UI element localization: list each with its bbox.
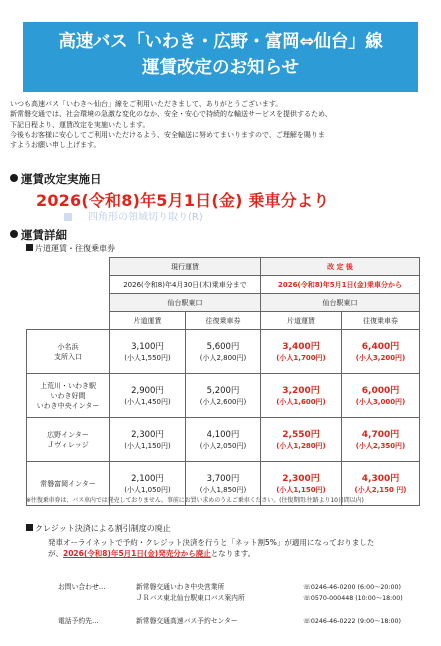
stop-line: 広野インター [47, 430, 89, 439]
credit-heading-label: クレジット決済による割引制度の廃止 [35, 524, 171, 533]
current-fare-header: 現行運賃 [110, 258, 261, 276]
banner-title-line2: 運賃改定のお知らせ [142, 58, 299, 78]
child-fare: (小人1,550円) [124, 353, 171, 362]
stop-line: 上荒川・いわき駅 [40, 381, 96, 390]
credit-highlight: 2026(令和8)年5月1日(金)発売分から廃止 [63, 549, 211, 558]
fare-value: 2,900円 [131, 385, 164, 396]
fare-details-heading [10, 227, 67, 243]
fare-table [26, 257, 420, 506]
intro-line: 下記日程より、運賃改定を実施いたします。 [10, 120, 150, 129]
effective-date-heading-label: 運賃改定実施日 [21, 172, 102, 186]
col-header-oneway: 片道運賃 [261, 312, 342, 330]
fare-value: 6,400円 [361, 341, 400, 352]
current-round [186, 374, 261, 418]
child-fare: (小人1,280円) [276, 441, 326, 450]
contact-phone: ☏0570-000448 (10:00～18:00) [303, 595, 403, 602]
fare-details-heading-label: 運賃詳細 [21, 228, 67, 242]
square-bullet-icon [26, 244, 33, 251]
current-round [186, 418, 261, 462]
table-corner [27, 258, 110, 330]
square-icon [64, 213, 72, 221]
new-fare-header: 改 定 後 [261, 258, 420, 276]
child-fare: (小人2,600円) [199, 397, 247, 406]
square-bullet-icon [26, 524, 33, 531]
child-fare: (小人1,700円) [276, 353, 326, 362]
child-fare: (小人2,150 円) [354, 485, 407, 494]
credit-text: となります。 [210, 549, 256, 558]
stop-name [27, 374, 110, 418]
snip-overlay [64, 211, 279, 225]
child-fare: (小人2,050円) [199, 441, 247, 450]
intro-line: 今後もお客様に安心してご利用いただけるよう、安全輸送に努めてまいりますので、ご理解を賜りま [10, 130, 325, 139]
new-period: 2026(令和8)年5月1日(金)乗車分から [261, 276, 420, 294]
new-oneway [261, 374, 342, 418]
bullet-icon [10, 230, 18, 238]
fare-value: 2,300円 [131, 429, 164, 440]
credit-heading [26, 523, 171, 534]
stop-line: 常磐富岡インター [40, 479, 96, 488]
fare-value: 3,700円 [206, 473, 240, 484]
stop-line: いわき中央インター [36, 401, 100, 410]
col-header-round: 往復乗車券 [342, 312, 420, 330]
child-fare: (小人3,200円) [355, 353, 406, 362]
stop-name [27, 418, 110, 462]
table-row [27, 374, 420, 418]
stop-line: 小名浜 [57, 342, 79, 351]
current-origin: 仙台駅東口 [110, 294, 261, 312]
fare-value: 5,600円 [206, 341, 240, 352]
fare-value: 4,700円 [361, 429, 400, 440]
intro-line: すようお願い申し上げます。 [10, 141, 101, 150]
stop-line: いわき好間 [50, 391, 86, 400]
new-round [342, 418, 420, 462]
new-oneway [261, 330, 342, 374]
credit-line: 発車オーライネットで予約・クレジット決済を行うと「ネット割5%」が適用になっておりました [48, 538, 375, 547]
contact-org: ＪＲバス東北仙台駅東口バス案内所 [136, 594, 245, 602]
table-caption [26, 243, 115, 254]
credit-line [48, 548, 374, 559]
fare-value: 3,200円 [282, 385, 320, 396]
new-origin: 仙台駅東口 [261, 294, 420, 312]
stop-line: Ｊヴィレッジ [47, 440, 89, 449]
child-fare: (小人2,800円) [199, 353, 247, 362]
fare-value: 4,300円 [361, 473, 400, 484]
current-oneway [110, 330, 186, 374]
child-fare: (小人3,000円) [355, 397, 406, 406]
credit-body [48, 537, 374, 559]
effective-date-heading [10, 171, 102, 187]
current-oneway [110, 418, 186, 462]
new-oneway [261, 418, 342, 462]
fare-value: 2,100円 [131, 473, 164, 484]
current-oneway [110, 374, 186, 418]
bullet-icon [10, 174, 18, 182]
contact-row [58, 582, 418, 593]
contact-row [58, 616, 418, 627]
fare-value: 6,000円 [361, 385, 400, 396]
contact-label: 電話予約先… [58, 617, 99, 625]
intro-text [10, 99, 435, 150]
table-caption-label: 片道運賃・往復乗車券 [35, 244, 115, 253]
intro-line: 新常磐交通では、社会環境の急激な変化のなか、安全・安心で持続的な輸送サービスを提供するため、 [10, 110, 332, 119]
col-header-oneway: 片道運賃 [110, 312, 186, 330]
snip-overlay-label: 四角形の領域切り取り(R) [88, 212, 203, 223]
contact-row [58, 593, 418, 604]
col-header-round: 往復乗車券 [186, 312, 261, 330]
intro-line: いつも高速バス「いわき～仙台」線をご利用いただきまして、ありがとうございます。 [10, 100, 283, 108]
child-fare: (小人1,150円) [124, 441, 171, 450]
banner-title-line1: 高速バス「いわき・広野・富岡⇔仙台」線 [58, 32, 383, 52]
contact-org: 新常磐交通いわき中央営業所 [136, 583, 225, 591]
new-round [342, 374, 420, 418]
child-fare: (小人2,350円) [355, 441, 406, 450]
fare-value: 5,200円 [206, 385, 240, 396]
child-fare: (小人1,850円) [199, 485, 247, 494]
round-trip-note: ※往復乗車券は、バス車内では発売しておりません。事前にお買い求めのうえご乗車ください。(往復期間:往路より10日間以内) [26, 497, 364, 504]
contact-label: お問い合わせ… [58, 583, 106, 591]
current-round [186, 330, 261, 374]
child-fare: (小人1,600円) [276, 397, 326, 406]
child-fare: (小人1,150円) [276, 485, 326, 494]
stop-name [27, 330, 110, 374]
stop-line: 支所入口 [54, 352, 82, 361]
fare-value: 4,100円 [206, 429, 240, 440]
contact-org: 新常磐交通高速バス予約センター [136, 617, 238, 625]
child-fare: (小人1,450円) [124, 397, 171, 406]
table-row [27, 418, 420, 462]
effective-date: 2026(令和8)年5月1日(金) 乗車分より [36, 191, 330, 210]
fare-value: 2,550円 [282, 429, 320, 440]
fare-value: 2,300円 [282, 473, 320, 484]
child-fare: (小人1,050円) [124, 485, 171, 494]
new-round [342, 330, 420, 374]
fare-value: 3,100円 [131, 341, 164, 352]
fare-value: 3,400円 [282, 341, 320, 352]
contact-info [58, 582, 418, 627]
contact-phone: ☏0246-46-0200 (6:00～20:00) [303, 584, 401, 591]
current-period: 2026(令和8)年4月30日(木)乗車分まで [110, 276, 261, 294]
contact-phone: ☏0246-46-0222 (9:00～18:00) [303, 618, 401, 625]
credit-text: が、 [48, 549, 63, 558]
title-banner [23, 22, 418, 92]
table-row [27, 330, 420, 374]
